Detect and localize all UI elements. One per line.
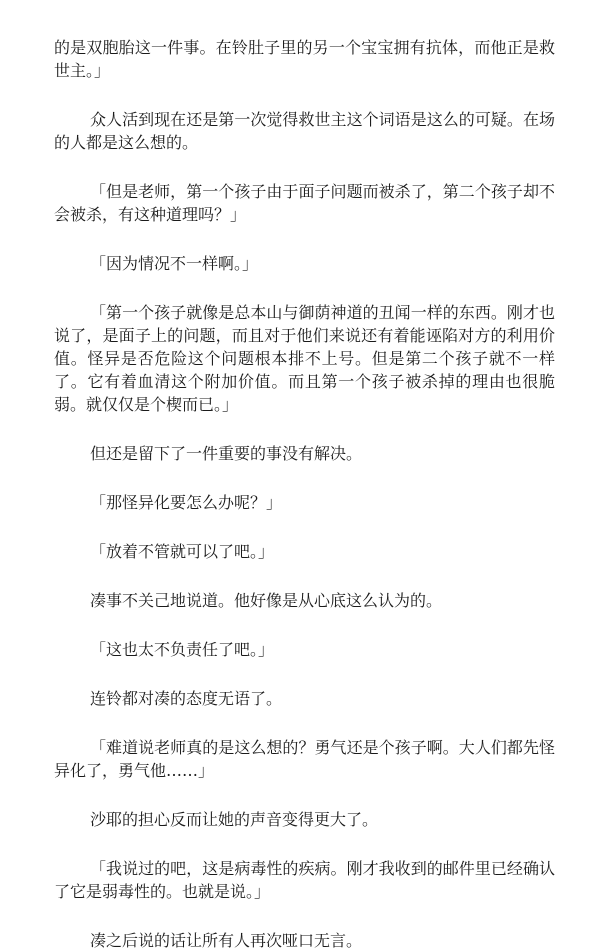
paragraph: 连铃都对凑的态度无语了。	[90, 689, 283, 708]
paragraph: 凑之后说的话让所有人再次哑口无言。	[90, 931, 363, 950]
paragraph: 「难道说老师真的是这么想的？勇气还是个孩子啊。大人们都先怪异化了，勇气他……」	[54, 738, 555, 780]
paragraph: 「这也太不负责任了吧。」	[90, 640, 275, 659]
paragraph: 但还是留下了一件重要的事没有解决。	[90, 444, 363, 463]
paragraph: 「第一个孩子就像是总本山与御荫神道的丑闻一样的东西。刚才也说了，是面子上的问题，而且对于他们来说还有着能诬陷对方的利用价值。怪异是否危险这个问题根本排不上号。但是第二个孩子就不一样了。它有着血清这个附加价值。而且第一个孩子被杀掉的理由也很脆弱。就仅仅是个楔而已。」	[54, 303, 555, 414]
paragraph: 「但是老师，第一个孩子由于面子问题而被杀了，第二个孩子却不会被杀，有这种道理吗？」	[54, 182, 555, 224]
paragraph: 「我说过的吧，这是病毒性的疾病。刚才我收到的邮件里已经确认了它是弱毒性的。也就是说。」	[54, 859, 555, 901]
paragraph: 「那怪异化要怎么办呢？」	[90, 493, 283, 512]
paragraph: 「放着不管就可以了吧。」	[90, 542, 275, 561]
paragraph: 凑事不关己地说道。他好像是从心底这么认为的。	[90, 591, 443, 610]
paragraph: 沙耶的担心反而让她的声音变得更大了。	[90, 810, 379, 829]
paragraph: 众人活到现在还是第一次觉得救世主这个词语是这么的可疑。在场的人都是这么想的。	[54, 110, 555, 152]
paragraph: 的是双胞胎这一件事。在铃肚子里的另一个宝宝拥有抗体，而他正是救世主。」	[54, 38, 555, 80]
paragraph: 「因为情况不一样啊。」	[90, 254, 259, 273]
